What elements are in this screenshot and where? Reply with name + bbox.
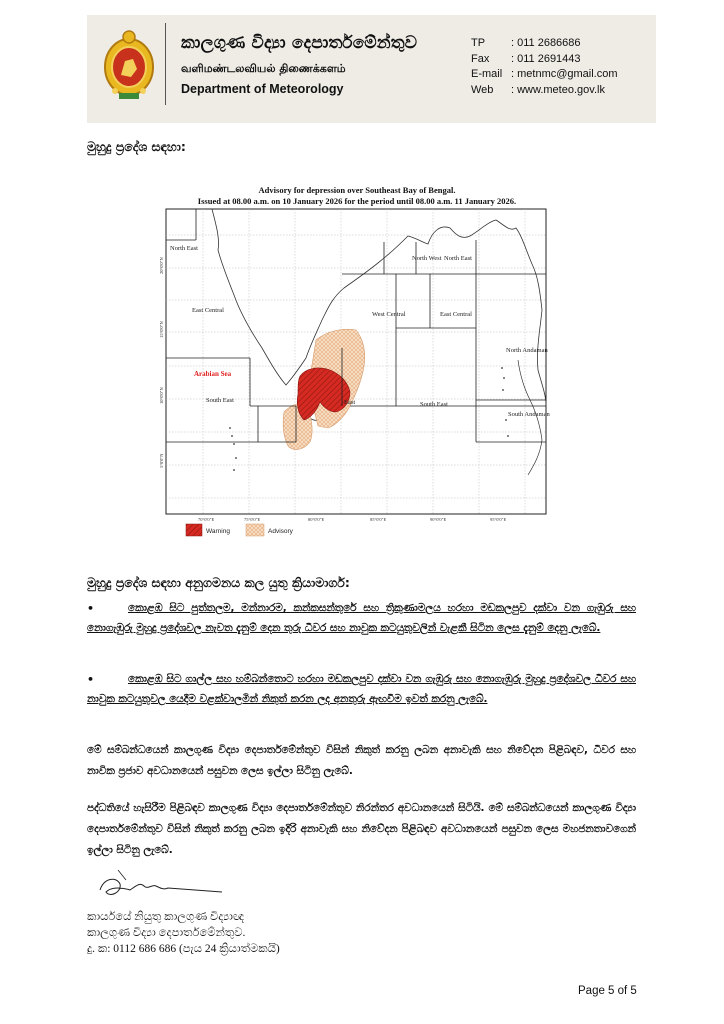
bullet-marker-2: •	[87, 673, 95, 686]
legend-warning-swatch	[186, 524, 202, 536]
org-name-tamil: வளிமண்டலவியல் திணைக்களம்	[181, 62, 346, 75]
label-north-west: North West	[412, 255, 442, 262]
label-north-east-2: North East	[444, 255, 472, 262]
legend-warning-label: Warning	[206, 528, 230, 535]
paragraph-1: මේ සම්බන්ධයෙන් කාලගුණ විද්‍යා දෙපාර්තමේන්තුව විසින් නිකුත් කරනු ලබන අනාවැකි සහ නිවේදන පිළිබඳව, ධීවර සහ නාවික ප්‍රජාව අවධානයෙන් පසුවන ලෙස ඉල්ලා සිටිනු ලැබේ.	[87, 744, 636, 777]
lat-tick-20: 20°0'0"N	[159, 257, 164, 274]
label-east-central-2: East Central	[440, 311, 472, 318]
label-south-east: South East	[206, 397, 234, 404]
bullet-text-2: කොළඹ සිට ගාල්ල සහ හම්බන්තොට හරහා මඩකලපුව දක්වා වන ගැඹුරු සහ නොගැඹුරු මුහුදු ප්‍රදේශවල ධීවර සහ නාවුක කටයුතුවල යෙදීම වළක්වාලමින් නිකුත් කරන ලද අනතුරු ඇඟවීම ඉවත් කරනු ලැබේ.	[87, 673, 636, 705]
label-north-east: North East	[170, 245, 198, 252]
letterhead	[87, 15, 656, 123]
bullet-text-1: කොළඹ සිට පුත්තලම, මන්නාරම, කන්කසන්තුරේ සහ ත්‍රිකුණාමලය හරහා මඩකලපුව දක්වා වන ගැඹුරු සහ නොගැඹුරු මුහුදු ප්‍රදේශවල නැවත දැනුම් දෙන තුරු ධීවර සහ නාවුක කටයුතුවලින් වැළකී සිටින ලෙස දැනුම් දෙනු ලැබේ.	[87, 602, 636, 634]
lat-tick-5: 5°0'0"N	[159, 453, 164, 468]
contact-fax: Fax : 011 2691443	[471, 52, 581, 65]
map-title-line2: Issued at 08.00 a.m. on 10 January 2026 for the period until 08.00 a.m. 11 January 2026.	[197, 196, 517, 206]
page-number: Page 5 of 5	[578, 985, 637, 997]
label-south-east-2: South East	[420, 401, 448, 408]
lat-ticks	[159, 257, 164, 468]
org-name-sinhala: කාලගුණ විද්‍යා දෙපාර්තමේන්තුව	[181, 33, 418, 53]
label-west-central: West Central	[372, 311, 406, 318]
paragraph-2: පද්ධතියේ හැසිරීම පිළිබඳව කාලගුණ විද්‍යා දෙපාර්තමේන්තුව නිරන්තර අවධානයෙන් සිටියි. මේ සම්බන්ධයෙන් කාලගුණ විද්‍යා දෙපාර්තමේන්තුව විසින් නිකුත් කරනු ලබන ඉදිරි අනාවැකි සහ නිවේදන පිළිබඳව අවධානයෙන් පසුවන ලෙස මහජනතාවගෙන් ඉල්ලා සිටිනු ලැබේ.	[87, 802, 636, 856]
lon-tick-90: 90°0'0"E	[430, 517, 447, 522]
header-divider	[165, 23, 166, 105]
label-south-andaman: South Andaman	[508, 411, 550, 418]
label-arabian-sea: Arabian Sea	[194, 370, 232, 378]
lat-tick-10: 10°0'0"N	[159, 387, 164, 404]
lat-tick-15: 15°0'0"N	[159, 321, 164, 338]
contact-email[interactable]: E-mail : metnmc@gmail.com	[471, 68, 618, 80]
contact-block	[471, 36, 618, 98]
contact-phone: TP : 011 2686686	[471, 37, 581, 49]
sri-lanka-emblem-icon	[101, 27, 157, 103]
contact-web[interactable]: Web : www.meteo.gov.lk	[471, 83, 605, 96]
lon-tick-95: 95°0'0"E	[490, 517, 507, 522]
signature-mark	[94, 868, 224, 908]
lon-tick-80: 80°0'0"E	[308, 517, 325, 522]
signature-block	[87, 909, 280, 957]
label-north-andaman: North Andaman	[506, 347, 548, 354]
advisory-map	[158, 180, 556, 545]
map-figure	[158, 180, 556, 545]
signatory-department: කාලගුණ විද්‍යා දෙපාර්තමේන්තුව.	[87, 927, 246, 939]
sea-areas-heading: මුහුදු ප්‍රදේශ සඳහා:	[87, 139, 186, 154]
legend-advisory-label: Advisory	[268, 528, 293, 535]
bullet-marker-1: •	[87, 602, 95, 615]
lon-ticks	[198, 517, 506, 522]
lon-tick-70: 70°0'0"E	[198, 517, 215, 522]
signatory-phone: දු. ක: 0112 686 686 (පැය 24 ක්‍රියාත්මකයි)	[87, 943, 280, 955]
lon-tick-85: 85°0'0"E	[370, 517, 387, 522]
map-title-line1: Advisory for depression over Southeast Bay of Bengal.	[258, 185, 456, 195]
lon-tick-75: 75°0'0"E	[244, 517, 261, 522]
legend-advisory-swatch	[246, 524, 264, 536]
actions-heading: මුහුදු ප්‍රදේශ සඳහා අනුගමනය කල යුතු ක්‍රියාමාර්ග:	[87, 575, 350, 590]
label-east-central: East Central	[192, 307, 224, 314]
map-title	[158, 185, 556, 207]
signatory-title: කාර්යයේ නියුතු කාලගුණ විද්‍යාඥ	[87, 911, 245, 923]
org-name-english: Department of Meteorology	[181, 82, 344, 96]
label-east: East	[344, 399, 356, 406]
